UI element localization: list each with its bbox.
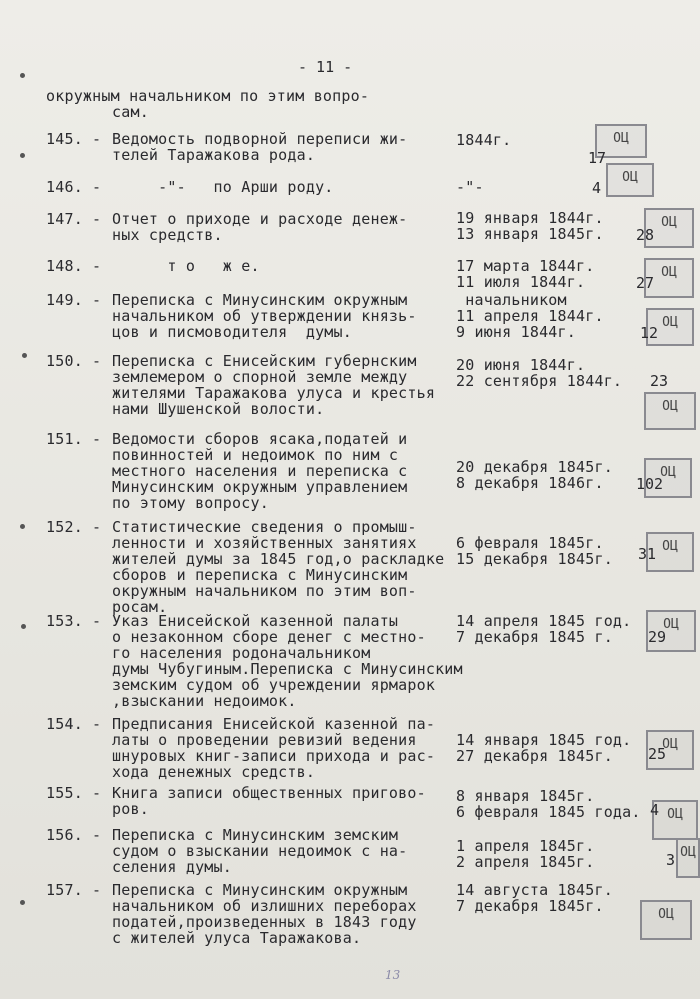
entry-date-line: 14 апреля 1845 год. — [456, 612, 632, 630]
entry-dash: - — [92, 352, 102, 370]
entry-title-line: Переписка с Минусинским окружным — [112, 291, 408, 309]
entry-title-line: Переписка с Енисейским губернским — [112, 352, 417, 370]
entry-title-line: земским судом об учреждении ярмарок — [112, 676, 436, 694]
entry-title-line: Ведомость подворной переписи жи- — [112, 130, 408, 148]
stamp-label: ОЦ — [661, 265, 677, 280]
sheet-count: 27 — [636, 274, 655, 292]
stamp-label: ОЦ — [680, 845, 696, 860]
entry-date-line: 11 июля 1844г. — [456, 273, 586, 291]
entry-title-line: землемером о спорной земле между — [112, 368, 408, 386]
entry-date-line: 15 декабря 1845г. — [456, 550, 613, 568]
stamp-label: ОЦ — [658, 907, 674, 922]
punch-hole — [20, 153, 25, 158]
entry-title-line: повинностей и недоимок по ним с — [112, 446, 399, 464]
entry-number: 147. — [46, 210, 83, 228]
stamp-label: ОЦ — [613, 131, 629, 146]
entry-title-line: ,взыскании недоимок. — [112, 692, 297, 710]
entry-number: 155. — [46, 784, 83, 802]
entry-date-line: 7 декабря 1845 г. — [456, 628, 613, 646]
stamp-label: ОЦ — [662, 399, 678, 414]
entry-title-line: Отчет о приходе и расходе денеж- — [112, 210, 408, 228]
entry-title-line: окружным начальником по этим воп- — [112, 582, 417, 600]
sheet-count: 25 — [648, 745, 667, 763]
entry-date-line: 1 апреля 1845г. — [456, 837, 595, 855]
stamp-label: ОЦ — [661, 215, 677, 230]
entry-date-line: 2 апреля 1845г. — [456, 853, 595, 871]
entry-title-line: жителей думы за 1845 год,о раскладке — [112, 550, 445, 568]
entry-title-line: Переписка с Минусинским земским — [112, 826, 399, 844]
entry-title-line: местного населения и переписка с — [112, 462, 408, 480]
entry-title-line: Предписания Енисейской казенной па- — [112, 715, 436, 733]
punch-hole — [20, 524, 25, 529]
entry-title-line: росам. — [112, 598, 168, 616]
entry-date-line: 9 июня 1844г. — [456, 323, 576, 341]
entry-date-line: 13 января 1845г. — [456, 225, 604, 243]
entry-date-line: -"- — [456, 178, 484, 196]
entry-date-line: 17 марта 1844г. — [456, 257, 595, 275]
entry-date-line: 8 января 1845г. — [456, 787, 595, 805]
entry-title-line: Переписка с Минусинским окружным — [112, 881, 408, 899]
archive-stamp — [676, 838, 700, 878]
archive-stamp — [640, 900, 692, 940]
stamp-label: ОЦ — [662, 315, 678, 330]
sheet-count: 4 — [650, 801, 660, 819]
entry-dash: - — [92, 130, 102, 148]
entry-title-line: ленности и хозяйственных занятиях — [112, 534, 417, 552]
entry-title-line: телей Таражакова рода. — [112, 146, 316, 164]
entry-title-line: о незаконном сборе денег с местно- — [112, 628, 426, 646]
entry-title-line: латы о проведении ревизий ведения — [112, 731, 417, 749]
stamp-label: ОЦ — [662, 539, 678, 554]
entry-title-line: -"- по Арши роду. — [112, 178, 334, 196]
entry-dash: - — [92, 291, 102, 309]
entry-date-line: 7 декабря 1845г. — [456, 897, 604, 915]
entry-title-line: цов и писмоводителя думы. — [112, 323, 352, 341]
entry-number: 156. — [46, 826, 83, 844]
sheet-count: 17 — [588, 149, 607, 167]
punch-hole — [22, 353, 27, 358]
handwritten-page-number: 13 — [385, 968, 401, 982]
entry-number: 146. — [46, 178, 83, 196]
punch-hole — [20, 73, 25, 78]
entry-dash: - — [92, 612, 102, 630]
stamp-label: ОЦ — [663, 617, 679, 632]
sheet-count: 31 — [638, 545, 657, 563]
intro-line: окружным начальником по этим вопро- — [46, 87, 370, 105]
entry-title-line: Минусинским окружным управлением — [112, 478, 408, 496]
entry-date-line: 14 января 1845 год. — [456, 731, 632, 749]
entry-number: 152. — [46, 518, 83, 536]
entry-number: 154. — [46, 715, 83, 733]
sheet-count: 23 — [650, 372, 669, 390]
entry-number: 157. — [46, 881, 83, 899]
entry-title-line: по этому вопросу. — [112, 494, 269, 512]
sheet-count: 28 — [636, 226, 655, 244]
entry-title-line: начальником об излишних переборах — [112, 897, 417, 915]
entry-dash: - — [92, 715, 102, 733]
intro-line: сам. — [112, 103, 149, 121]
punch-hole — [21, 624, 26, 629]
entry-title-line: нами Шушенской волости. — [112, 400, 325, 418]
entry-date-line: 1844г. — [456, 131, 512, 149]
entry-dash: - — [92, 178, 102, 196]
entry-title-line: ров. — [112, 800, 149, 818]
entry-title-line: селения думы. — [112, 858, 232, 876]
page-header: - 11 - — [298, 58, 353, 76]
entry-title-line: хода денежных средств. — [112, 763, 316, 781]
entry-date-line: 27 декабря 1845г. — [456, 747, 613, 765]
entry-title-line: думы Чубугиным.Переписка с Минусинским — [112, 660, 463, 678]
entry-date-line: 20 июня 1844г. — [456, 356, 586, 374]
entry-number: 151. — [46, 430, 83, 448]
entry-date-line: 6 февраля 1845 года. — [456, 803, 641, 821]
entry-number: 149. — [46, 291, 83, 309]
entry-title-line: Книга записи общественных пригово- — [112, 784, 426, 802]
entry-number: 153. — [46, 612, 83, 630]
entry-date-line: 6 февраля 1845г. — [456, 534, 604, 552]
entry-number: 150. — [46, 352, 83, 370]
sheet-count: 29 — [648, 628, 667, 646]
stamp-label: ОЦ — [662, 737, 678, 752]
entry-title-line: судом о взыскании недоимок с на- — [112, 842, 408, 860]
entry-title-line: т о ж е. — [112, 257, 260, 275]
entry-title-line: Указ Енисейской казенной палаты — [112, 612, 399, 630]
entry-title-line: начальником об утверждении князь- — [112, 307, 417, 325]
stamp-label: ОЦ — [667, 807, 683, 822]
entry-title-line: шнуровых книг-записи прихода и рас- — [112, 747, 436, 765]
entry-dash: - — [92, 430, 102, 448]
punch-hole — [20, 900, 25, 905]
entry-title-line: Ведомости сборов ясака,податей и — [112, 430, 408, 448]
stamp-label: ОЦ — [660, 465, 676, 480]
entry-title-line: с жителей улуса Таражакова. — [112, 929, 362, 947]
entry-date-line: 11 апреля 1844г. — [456, 307, 604, 325]
entry-dash: - — [92, 518, 102, 536]
entry-dash: - — [92, 881, 102, 899]
entry-number: 148. — [46, 257, 83, 275]
sheet-count: 4 — [592, 179, 602, 197]
entry-title-line: сборов и переписка с Минусинским — [112, 566, 408, 584]
entry-date-line: 22 сентября 1844г. — [456, 372, 623, 390]
sheet-count: 102 — [636, 475, 664, 493]
archive-stamp — [644, 392, 696, 430]
entry-number: 145. — [46, 130, 83, 148]
entry-title-line: жителями Таражакова улуса и крестья — [112, 384, 436, 402]
entry-date-line: начальником — [456, 291, 567, 309]
entry-title-line: податей,произведенных в 1843 году — [112, 913, 417, 931]
entry-dash: - — [92, 210, 102, 228]
entry-dash: - — [92, 826, 102, 844]
stamp-label: ОЦ — [622, 170, 638, 185]
entry-title-line: Статистические сведения о промыш- — [112, 518, 417, 536]
entry-dash: - — [92, 257, 102, 275]
entry-title-line: ных средств. — [112, 226, 223, 244]
sheet-count: 3 — [666, 851, 676, 869]
entry-date-line: 14 августа 1845г. — [456, 881, 613, 899]
entry-title-line: го населения родоначальником — [112, 644, 371, 662]
entry-dash: - — [92, 784, 102, 802]
entry-date-line: 19 января 1844г. — [456, 209, 604, 227]
entry-date-line: 8 декабря 1846г. — [456, 474, 604, 492]
entry-date-line: 20 декабря 1845г. — [456, 458, 613, 476]
sheet-count: 12 — [640, 324, 659, 342]
archive-stamp — [606, 163, 654, 197]
